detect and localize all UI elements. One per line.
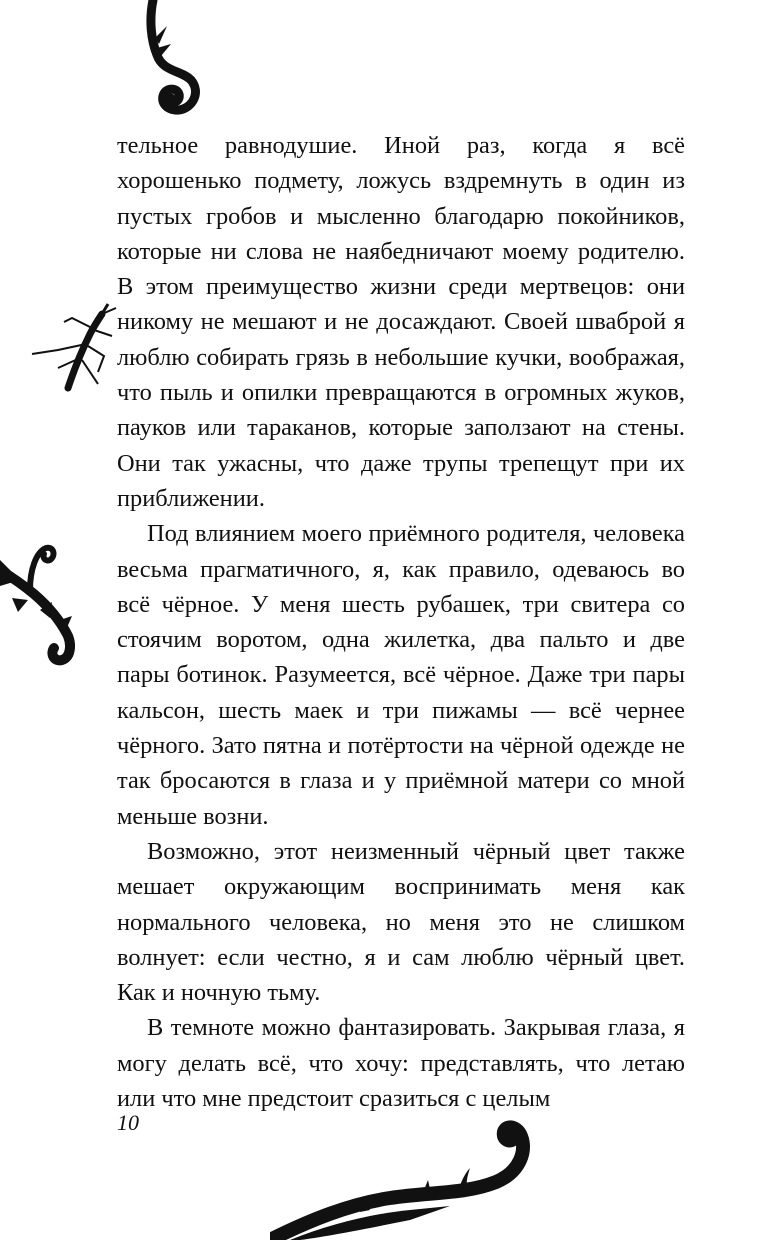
bottom-vine-icon xyxy=(270,1120,540,1240)
stick-insect-icon xyxy=(28,300,118,392)
thorn-vine-icon xyxy=(0,540,92,668)
paragraph: Возможно, этот неизменный чёрный цвет также мешает окружающим воспринимать меня как нормального человека, но меня это не слишком волнует: если честно, я и сам люблю чёрный цвет. Как и ночную тьму. xyxy=(117,837,685,1007)
curl-vine-icon xyxy=(135,0,215,122)
page-number: 10 xyxy=(117,1110,139,1135)
paragraph: В темноте можно фантазировать. Закрывая глаза, я могу делать всё, что хочу: представлять, что летаю или что мне предстоит сразиться с целым xyxy=(117,1014,685,1113)
body-text xyxy=(117,128,685,1116)
paragraph: Под влиянием моего приёмного родителя, человека весьма прагматичного, я, как правило, одеваюсь во всё чёрное. У меня шесть рубашек, три свитера со стоячим воротом, одна жилетка, два пальто и две пары ботинок. Разумеется, всё чёрное. Даже три пары кальсон, шесть маек и три пижамы — всё чернее чёрного. Зато пятна и потёртости на чёрной одежде не так бросаются в глаза и у приёмной матери со мной меньше возни. xyxy=(117,520,685,830)
paragraph: тельное равнодушие. Иной раз, когда я всё хорошенько подмету, ложусь вздремнуть в один из пустых гробов и мысленно благодарю покойников, которые ни слова не наябедничают моему родителю. В этом преимущество жизни среди мертвецов: они никому не мешают и не досаждают. Своей шваброй я люблю собирать грязь в небольшие кучки, воображая, что пыль и опилки превращаются в огромных жуков, пауков или тараканов, которые заползают на стены. Они так ужасны, что даже трупы трепещут при их приближении. xyxy=(117,132,685,512)
